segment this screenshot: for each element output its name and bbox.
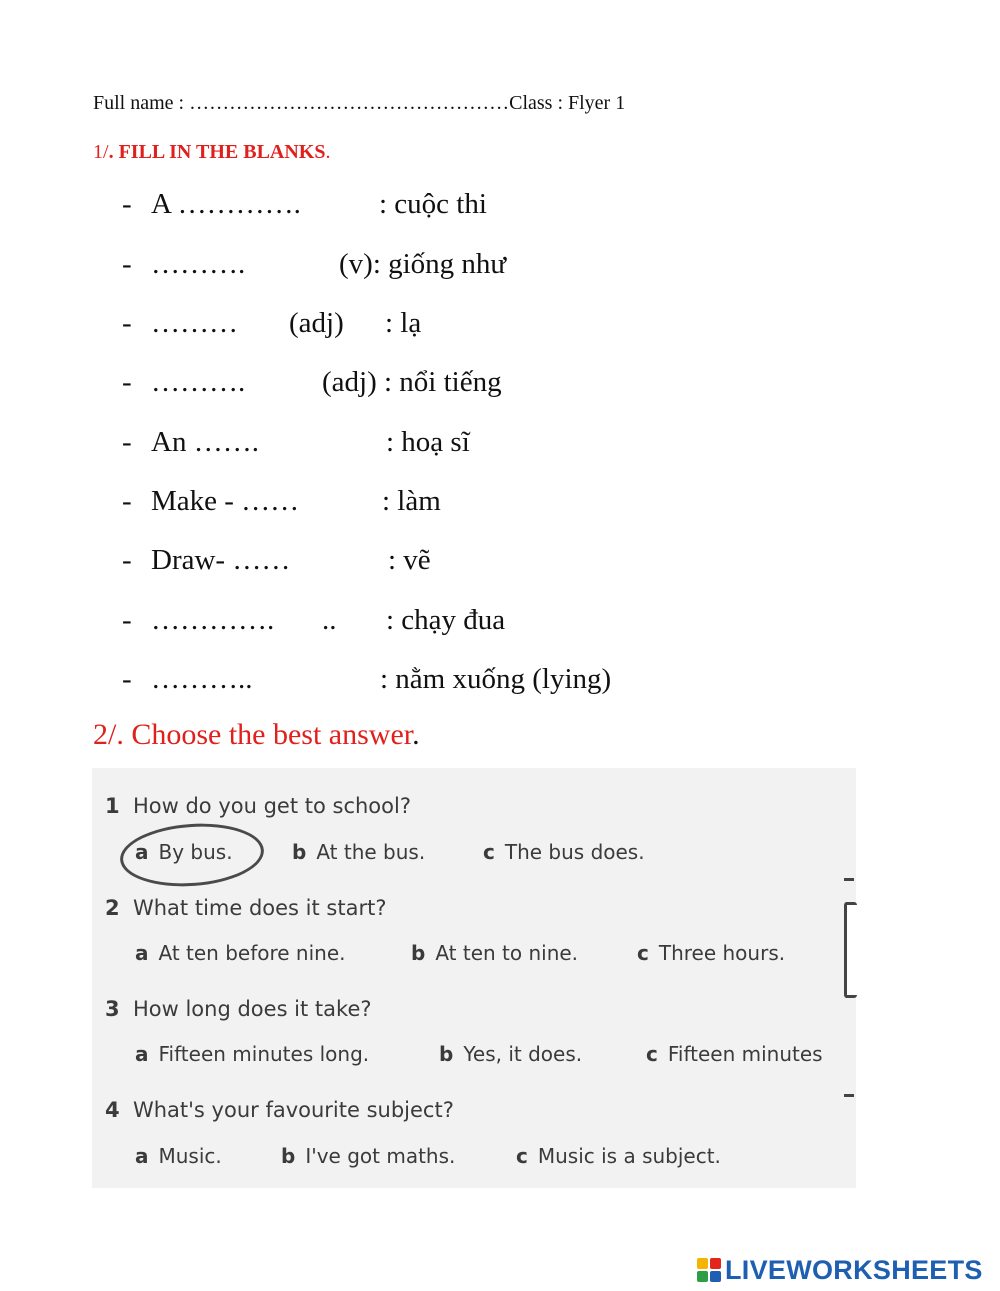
edge-tick-mark xyxy=(844,878,854,881)
bullet-dash: - xyxy=(122,307,132,339)
option-letter: b xyxy=(439,1042,454,1066)
scanned-questions-image xyxy=(92,768,856,1188)
option-letter: c xyxy=(646,1042,658,1066)
option-text: Fifteen minutes long. xyxy=(158,1042,370,1066)
vocab-word-blank[interactable]: ……….. xyxy=(151,663,253,695)
bullet-dash: - xyxy=(122,485,132,517)
bullet-dash: - xyxy=(122,188,132,220)
vocab-gloss: (v): giống như xyxy=(339,248,507,280)
logo-grid-icon xyxy=(697,1258,721,1282)
option-text: At ten to nine. xyxy=(435,941,579,965)
option-text: The bus does. xyxy=(504,840,645,864)
question-2 xyxy=(105,896,386,920)
option-3b[interactable] xyxy=(439,1042,582,1066)
vocab-gloss: : hoạ sĩ xyxy=(386,426,470,458)
option-2c[interactable] xyxy=(637,941,785,965)
option-text: Yes, it does. xyxy=(463,1042,583,1066)
section-2-end: . xyxy=(412,718,420,751)
question-number: 4 xyxy=(105,1098,120,1122)
section-1-end: . xyxy=(325,141,331,163)
option-4a[interactable] xyxy=(135,1144,222,1168)
vocab-gloss: : cuộc thi xyxy=(379,188,487,220)
vocab-gloss: : lạ xyxy=(385,307,422,339)
option-letter: b xyxy=(411,941,426,965)
option-letter: c xyxy=(483,840,495,864)
page-edge-mark xyxy=(844,902,857,998)
bullet-dash: - xyxy=(122,366,132,398)
question-number: 3 xyxy=(105,997,120,1021)
option-letter: a xyxy=(135,1042,149,1066)
vocab-word-blank[interactable]: …………. xyxy=(151,604,275,636)
full-name-class-line: Full name : …………………………………………Class : Flyer 1 xyxy=(93,92,626,114)
question-text: What time does it start? xyxy=(132,896,387,920)
option-text: I've got maths. xyxy=(305,1144,456,1168)
option-4b[interactable] xyxy=(281,1144,455,1168)
option-3a[interactable] xyxy=(135,1042,369,1066)
option-2b[interactable] xyxy=(411,941,578,965)
option-letter: a xyxy=(135,840,149,864)
option-letter: a xyxy=(135,1144,149,1168)
option-2a[interactable] xyxy=(135,941,346,965)
question-text: How long does it take? xyxy=(132,997,372,1021)
vocab-word-blank[interactable]: ………. xyxy=(151,366,246,398)
option-text: At the bus. xyxy=(316,840,426,864)
option-1a[interactable] xyxy=(135,840,233,864)
section-1-heading: . FILL IN THE BLANKS xyxy=(108,141,326,163)
option-text: Music. xyxy=(158,1144,222,1168)
bullet-dash: - xyxy=(122,663,132,695)
edge-tick-mark xyxy=(844,1094,854,1097)
section-1-number: 1/ xyxy=(93,141,109,163)
vocab-gloss: : vẽ xyxy=(388,544,431,576)
question-number: 2 xyxy=(105,896,120,920)
vocab-word-blank[interactable]: ………. xyxy=(151,248,246,280)
vocab-extra-dots: .. xyxy=(322,604,337,636)
option-4c[interactable] xyxy=(516,1144,721,1168)
bullet-dash: - xyxy=(122,544,132,576)
question-3 xyxy=(105,997,372,1021)
section-2-heading: 2/. Choose the best answer xyxy=(93,718,413,751)
vocab-word-blank[interactable]: ……… xyxy=(151,307,238,339)
option-letter: c xyxy=(637,941,649,965)
option-text: By bus. xyxy=(158,840,233,864)
logo-text: LIVEWORKSHEETS xyxy=(725,1254,983,1285)
option-letter: b xyxy=(281,1144,296,1168)
bullet-dash: - xyxy=(122,248,132,280)
question-1 xyxy=(105,794,411,818)
option-text: Fifteen minutes xyxy=(667,1042,823,1066)
vocab-pos: (adj) xyxy=(289,307,344,339)
question-text: What's your favourite subject? xyxy=(132,1098,454,1122)
option-letter: b xyxy=(292,840,307,864)
section-1-title xyxy=(93,141,331,164)
option-1b[interactable] xyxy=(292,840,425,864)
vocab-gloss: : nằm xuống (lying) xyxy=(380,663,612,695)
option-3c[interactable] xyxy=(646,1042,823,1066)
question-number: 1 xyxy=(105,794,120,818)
section-2-title xyxy=(93,718,420,752)
option-letter: c xyxy=(516,1144,528,1168)
bullet-dash: - xyxy=(122,426,132,458)
vocab-gloss: (adj) : nổi tiếng xyxy=(322,366,502,398)
bullet-dash: - xyxy=(122,604,132,636)
vocab-gloss: : chạy đua xyxy=(386,604,506,636)
option-text: At ten before nine. xyxy=(158,941,346,965)
option-text: Music is a subject. xyxy=(537,1144,721,1168)
vocab-word-blank[interactable]: Draw- …… xyxy=(151,544,291,576)
vocab-word-blank[interactable]: A …………. xyxy=(151,188,301,220)
question-4 xyxy=(105,1098,454,1122)
option-letter: a xyxy=(135,941,149,965)
vocab-word-blank[interactable]: Make - …… xyxy=(151,485,300,517)
option-text: Three hours. xyxy=(658,941,786,965)
vocab-gloss: : làm xyxy=(382,485,441,517)
vocab-word-blank[interactable]: An ……. xyxy=(151,426,259,458)
option-1c[interactable] xyxy=(483,840,645,864)
question-text: How do you get to school? xyxy=(132,794,411,818)
liveworksheets-logo[interactable] xyxy=(697,1255,983,1285)
